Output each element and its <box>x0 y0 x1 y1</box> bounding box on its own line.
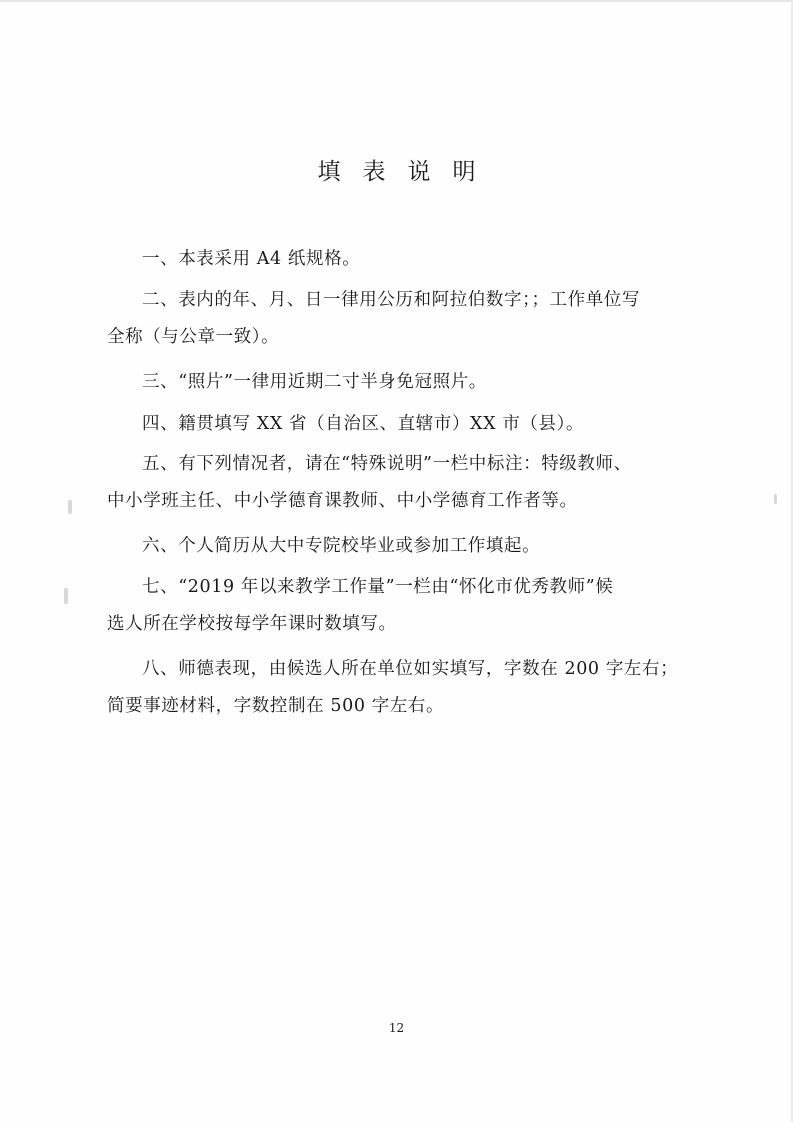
instruction-item-8 <box>107 651 697 725</box>
instruction-item-7 <box>107 569 697 643</box>
scan-smudge <box>774 494 777 504</box>
instruction-line: 四、籍贯填写 XX 省（自治区、直辖市）XX 市（县）。 <box>142 414 585 434</box>
instruction-line: 六、个人简历从大中专院校毕业或参加工作填起。 <box>142 536 541 556</box>
instruction-item-1 <box>107 241 697 278</box>
instruction-line: 五、有下列情况者，请在“特殊说明”一栏中标注：特级教师、 <box>142 454 632 474</box>
instruction-line: 一、本表采用 A4 纸规格。 <box>142 249 361 269</box>
instruction-line: 三、“照片”一律用近期二寸半身免冠照片。 <box>142 372 487 392</box>
scan-smudge <box>68 500 72 514</box>
scan-smudge <box>64 588 68 604</box>
instruction-line-continued: 选人所在学校按每学年课时数填写。 <box>107 614 397 634</box>
instruction-item-5 <box>107 446 697 520</box>
page-number: 12 <box>388 1021 405 1035</box>
instruction-item-4 <box>107 406 697 443</box>
instruction-line: 二、表内的年、月、日一律用公历和阿拉伯数字；；工作单位写 <box>142 290 641 310</box>
instruction-line-continued: 全称（与公章一致）。 <box>107 327 280 347</box>
instruction-item-2 <box>107 282 697 356</box>
page-title: 填表说明 <box>317 159 498 185</box>
instruction-line-continued: 简要事迹材料，字数控制在 500 字左右。 <box>107 696 445 716</box>
instruction-line-continued: 中小学班主任、中小学德育课教师、中小学德育工作者等。 <box>107 491 578 511</box>
scan-edge-top <box>0 0 793 2</box>
instruction-item-3 <box>107 364 697 401</box>
instruction-line: 八、师德表现，由候选人所在单位如实填写，字数在 200 字左右； <box>142 659 679 679</box>
instruction-line: 七、“2019 年以来教学工作量”一栏由“怀化市优秀教师”候 <box>142 577 614 597</box>
instruction-item-6 <box>107 528 697 565</box>
